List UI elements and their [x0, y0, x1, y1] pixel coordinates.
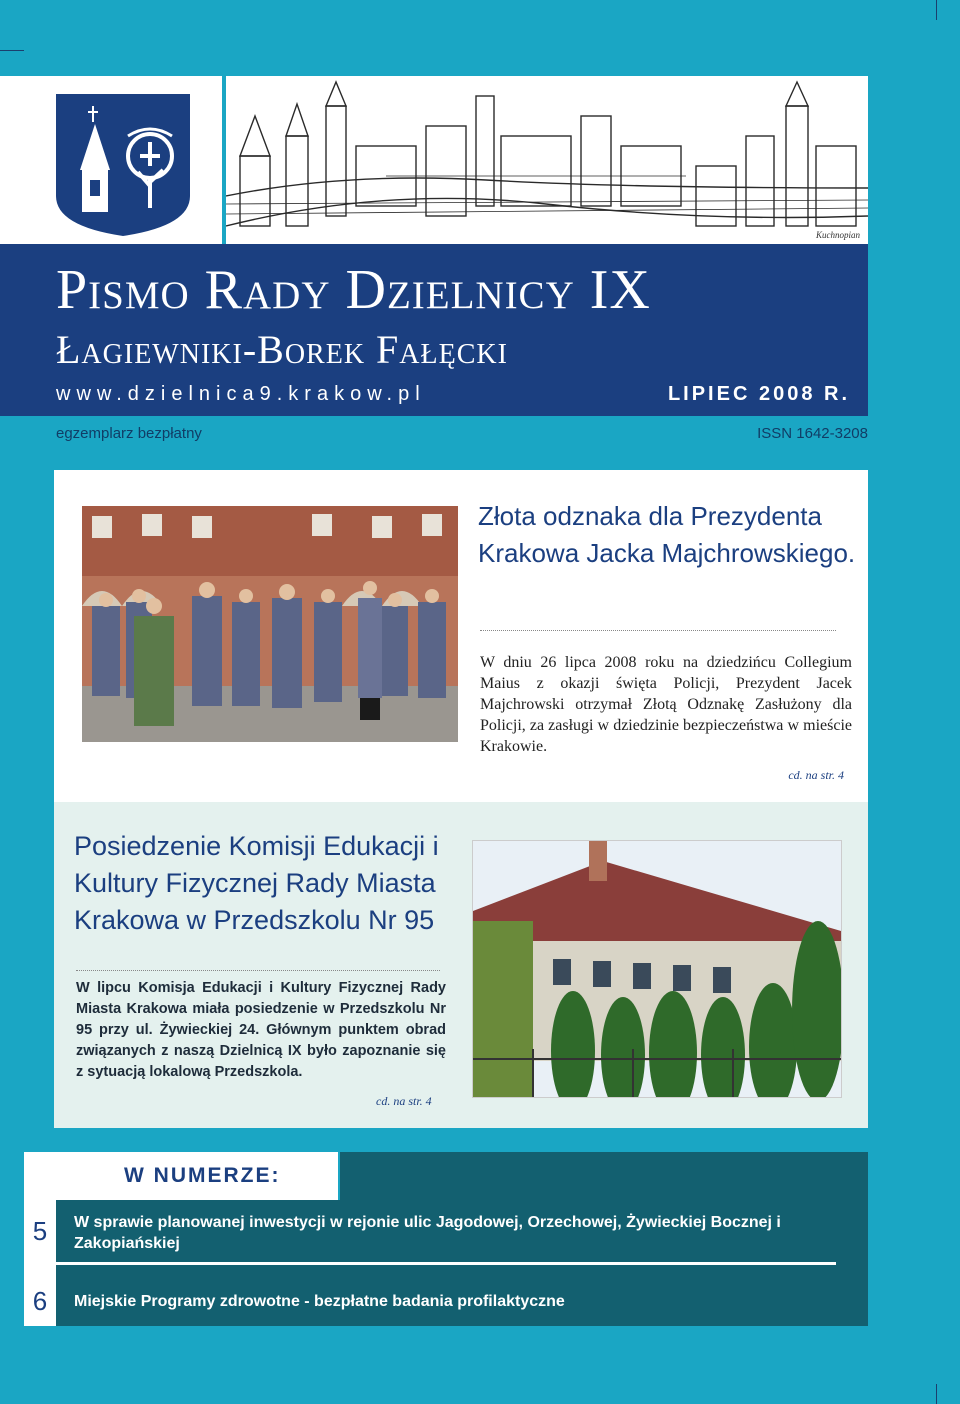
crop-mark-top-right: [936, 0, 937, 20]
toc-heading: W NUMERZE:: [124, 1164, 281, 1187]
free-copy-note: egzemplarz bezpłatny: [56, 425, 202, 442]
toc-header-band: [340, 1152, 868, 1200]
article1-body: W dniu 26 lipca 2008 roku na dziedzińcu Collegium Maius z okazji święta Policji, Prezydent Jacek Majchrowski otrzymał Złotą Odznakę Zasłużony dla Policji, za zasługi w dziedzinie bezpieczeństwa w mieście Krakowie.: [480, 654, 852, 755]
crop-mark-top-left: [0, 50, 24, 51]
toc-divider: [56, 1262, 836, 1265]
article2-title: Posiedzenie Komisji Edukacji i Kultury Fizycznej Rady Miasta Krakowa w Przedszkolu Nr 95: [74, 831, 439, 935]
article1-title: Złota odznaka dla Prezydenta Krakowa Jacka Majchrowskiego.: [478, 501, 856, 568]
article-police-award: [54, 470, 868, 802]
article2-continued-link[interactable]: cd. na str. 4: [376, 1094, 432, 1108]
coat-of-arms-icon: [0, 76, 222, 244]
toc-item-page: 6: [24, 1276, 56, 1326]
toc-item-page: 5: [24, 1200, 56, 1262]
article2-body: W lipcu Komisja Edukacji i Kultury Fizycznej Rady Miasta Krakowa miała posiedzenie w Przedszkolu Nr 95 przy ul. Żywieckiej 24. Głównym punktem obrad związanych z naszą Dzielnicą IX było zapoznanie się z sytuacją lokalową Przedszkola.: [76, 980, 446, 1080]
toc-item-text: Miejskie Programy zdrowotne - bezpłatne badania profilaktyczne: [74, 1293, 565, 1310]
publication-subtitle: Łagiewniki-Borek Fałęcki: [56, 327, 508, 372]
ceremony-photo: [82, 506, 458, 742]
toc-item-text: W sprawie planowanej inwestycji w rejonie ulic Jagodowej, Orzechowej, Żywieckiej Bocznej i Zakopiańskiej: [74, 1214, 781, 1252]
issue-date: LIPIEC 2008 R.: [667, 383, 850, 405]
article1-continued-link[interactable]: cd. na str. 4: [788, 768, 844, 782]
toc-item[interactable]: [24, 1200, 868, 1262]
article-commission-meeting: [54, 802, 868, 1128]
publication-title: Pismo Rady Dzielnicy IX: [56, 259, 651, 321]
article1-dotted-rule: [480, 630, 836, 631]
kindergarten-photo: [472, 840, 842, 1098]
website-url[interactable]: www.dzielnica9.krakow.pl: [56, 383, 426, 405]
crop-mark-bottom-right: [936, 1384, 937, 1404]
city-skyline-drawing: [226, 76, 868, 244]
coat-of-arms-panel: [0, 76, 222, 244]
article2-dotted-rule: [76, 970, 440, 971]
toc-item[interactable]: [24, 1276, 868, 1326]
toc-heading-box: [24, 1152, 338, 1200]
issn-number: ISSN 1642-3208: [757, 425, 868, 442]
toc-number-column: [24, 1262, 56, 1276]
skyline-signature: Kuchnopian: [816, 230, 860, 240]
